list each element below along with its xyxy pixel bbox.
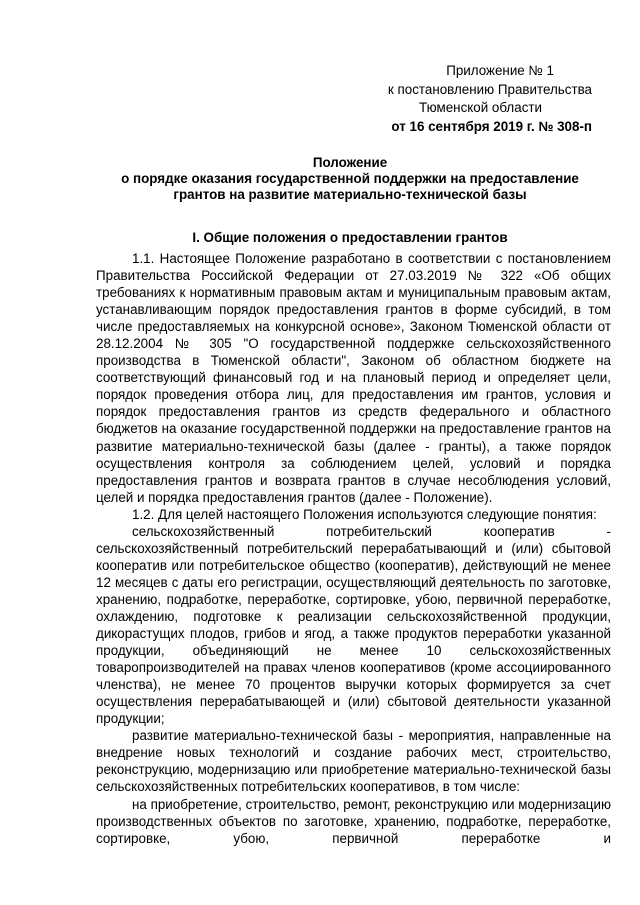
definition-development: развитие материально-технической базы - мероприятия, направленные на внедрение новых технологий и создание рабочих мест, строительство, реконструкцию, модернизацию или приобретение материально-технической базы сельскохозяйственных потребительских кооперативов, в том числе: — [96, 728, 611, 795]
title-line-2: о порядке оказания государственной поддержки на предоставление — [121, 171, 579, 186]
title-line-1: Положение — [312, 155, 388, 170]
appendix-date: от 16 сентября 2019 г. № 308-п — [391, 118, 592, 134]
appendix-number: Приложение № 1 — [446, 63, 554, 78]
paragraph-1-1: 1.1. Настоящее Положение разработано в соответствии с постановлением Правительства Российской Федерации от 27.03.2019 № 322 «Об общих требованиях к нормативным правовым актам и муниципальным правовым актам, устанавливающим порядок предоставления грантов в форме субсидий, в том числе предоставляемых на конкурсной основе», Законом Тюменской области от 28.12.2004 № 305 "О государственной поддержке сельскохозяйственного производства в Тюменской области", Законом об областном бюджете на соответствующий финансовый год и на плановый период и определяет цели, порядок проведения отбора лиц, для предоставления им грантов, условия и порядок предоставления грантов из средств федерального и областного бюджетов на оказание государственной поддержки на предоставление грантов на развитие материально-технической базы (далее - гранты), а также порядок осуществления контроля за соблюдением целей, условий и порядка предоставления грантов и возврата грантов в случае несоблюдения условий, целей и порядка предоставления грантов (далее - Положение). — [96, 251, 611, 505]
section-heading: I. Общие положения о предоставлении грантов — [192, 230, 508, 245]
appendix-region: Тюменской области — [419, 100, 542, 115]
appendix-ref: к постановлению Правительства — [387, 81, 592, 97]
definition-cooperative: сельскохозяйственный потребительский кооператив - сельскохозяйственный потребительский перерабатывающий и (или) сбытовой кооператив или потребительское общество (кооператив), действующий не менее 12 месяцев с даты его регистрации, осуществляющий деятельность по заготовке, хранению, подработке, переработке, сортировке, убою, первичной переработке, охлаждению, подготовке к реализации сельскохозяйственной продукции, дикорастущих плодов, грибов и ягод, а также продуктов переработки указанной продукции, объединяющий не менее 10 сельскохозяйственных товаропроизводителей на правах членов кооперативов (кроме ассоциированного членства), не менее 70 процентов выручки которых формируется за счет осуществления перерабатывающей и (или) сбытовой деятельности указанной продукции; — [96, 523, 611, 727]
paragraph-1-2: 1.2. Для целей настоящего Положения используются следующие понятия: — [132, 506, 597, 522]
document-title — [60, 155, 640, 203]
definition-list-item: на приобретение, строительство, ремонт, реконструкцию или модернизацию производственных объектов по заготовке, хранению, подработке, переработке, сортировке, убою, первичной переработке и — [96, 796, 611, 846]
title-line-3: грантов на развитие материально-технической базы — [173, 187, 527, 202]
document-body — [96, 250, 611, 847]
appendix-block — [292, 62, 592, 136]
